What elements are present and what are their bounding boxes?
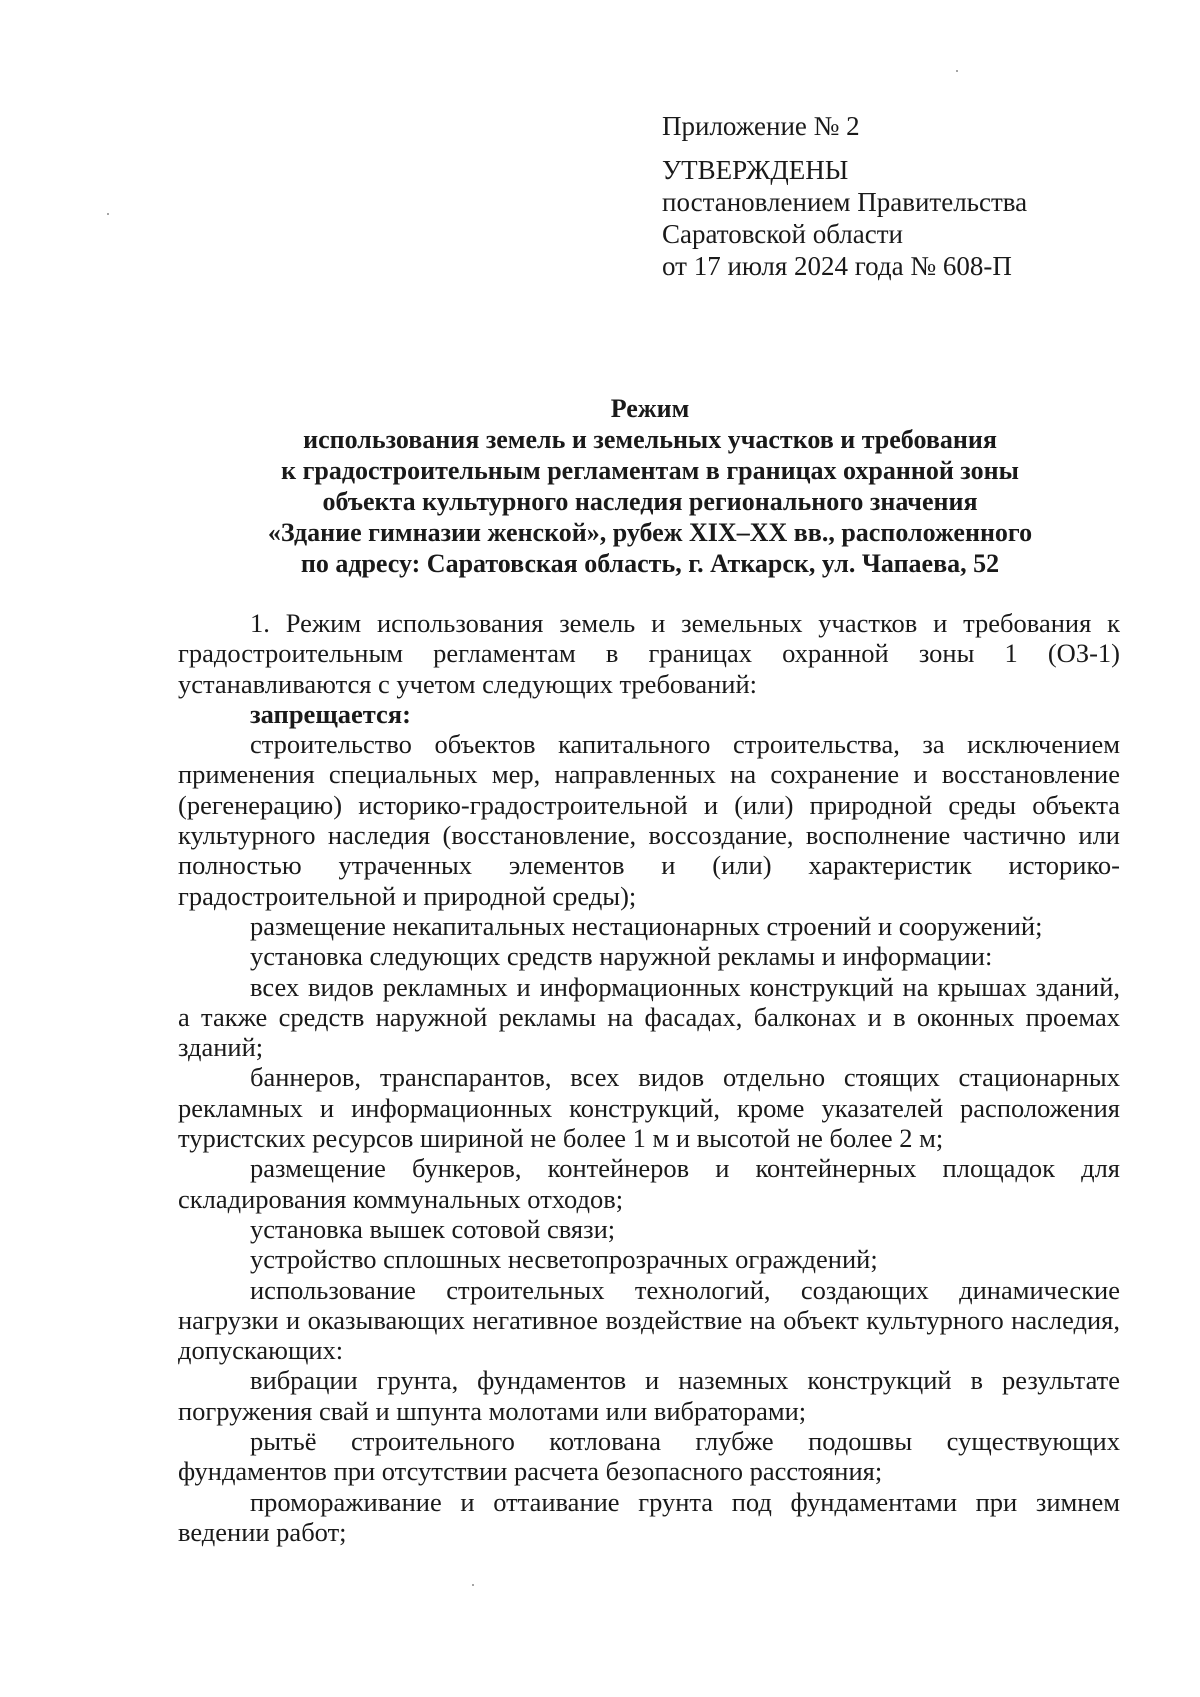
- title-line: объекта культурного наследия регионального значения: [322, 487, 978, 516]
- title-line: «Здание гимназии женской», рубеж XIX–XX вв., расположенного: [267, 518, 1033, 547]
- paragraph: промораживание и оттаивание грунта под фундаментами при зимнем ведении работ;: [178, 1486, 1120, 1547]
- paragraph: вибрации грунта, фундаментов и наземных конструкций в результате погружения свай и шпунта молотами или вибраторами;: [178, 1365, 1120, 1426]
- paragraph: строительство объектов капитального строительства, за исключением применения специальных мер, направленных на сохранение и восстановление (регенерацию) историко-градостроительной и (или) природной среды объекта культурного наследия (восстановление, воссоздание, восполнение частично или полностью утраченных элементов и (или) характеристик историко-градостроительной и природной среды);: [178, 729, 1120, 911]
- paragraph: устройство сплошных несветопрозрачных ограждений;: [250, 1244, 878, 1275]
- approval-line: постановлением Правительства: [662, 187, 1028, 217]
- title-line: к градостроительным регламентам в границах охранной зоны: [281, 456, 1019, 485]
- paragraph: установка вышек сотовой связи;: [250, 1213, 616, 1244]
- approved-heading: УТВЕРЖДЕНЫ: [662, 155, 849, 185]
- appendix-number: Приложение № 2: [662, 111, 860, 141]
- scan-speck: [107, 213, 109, 215]
- scan-speck: [472, 1584, 474, 1586]
- paragraph: баннеров, транспарантов, всех видов отдельно стоящих стационарных рекламных и информационных конструкций, кроме указателей расположения туристских ресурсов шириной не более 1 м и высотой не более 2 м;: [178, 1062, 1120, 1154]
- paragraph: использование строительных технологий, создающих динамические нагрузки и оказывающих негативное воздействие на объект культурного наследия, допускающих:: [178, 1274, 1120, 1366]
- approval-block: [662, 110, 1102, 282]
- paragraph: размещение бункеров, контейнеров и контейнерных площадок для складирования коммунальных отходов;: [178, 1153, 1120, 1214]
- paragraph: размещение некапитальных нестационарных строений и сооружений;: [250, 910, 1043, 941]
- title-line: Режим: [610, 394, 690, 423]
- paragraph: всех видов рекламных и информационных конструкций на крышах зданий, а также средств наружной рекламы на фасадах, балконах и в оконных проемах зданий;: [178, 971, 1120, 1063]
- paragraph: установка следующих средств наружной рекламы и информации:: [250, 941, 993, 972]
- scan-speck: [956, 70, 958, 72]
- document-title: [180, 393, 1120, 579]
- prohibited-heading: запрещается:: [250, 698, 411, 729]
- document-body: [178, 608, 1120, 1547]
- approval-line: от 17 июля 2024 года № 608-П: [662, 251, 1012, 281]
- title-line: по адресу: Саратовская область, г. Аткарск, ул. Чапаева, 52: [300, 549, 1000, 578]
- approval-line: Саратовской области: [662, 219, 903, 249]
- paragraph: 1. Режим использования земель и земельных участков и требования к градостроительным регламентам в границах охранной зоны 1 (ОЗ-1) устанавливаются с учетом следующих требований:: [178, 608, 1120, 699]
- title-line: использования земель и земельных участков и требования: [303, 425, 997, 454]
- paragraph: рытьё строительного котлована глубже подошвы существующих фундаментов при отсутствии расчета безопасного расстояния;: [178, 1426, 1120, 1487]
